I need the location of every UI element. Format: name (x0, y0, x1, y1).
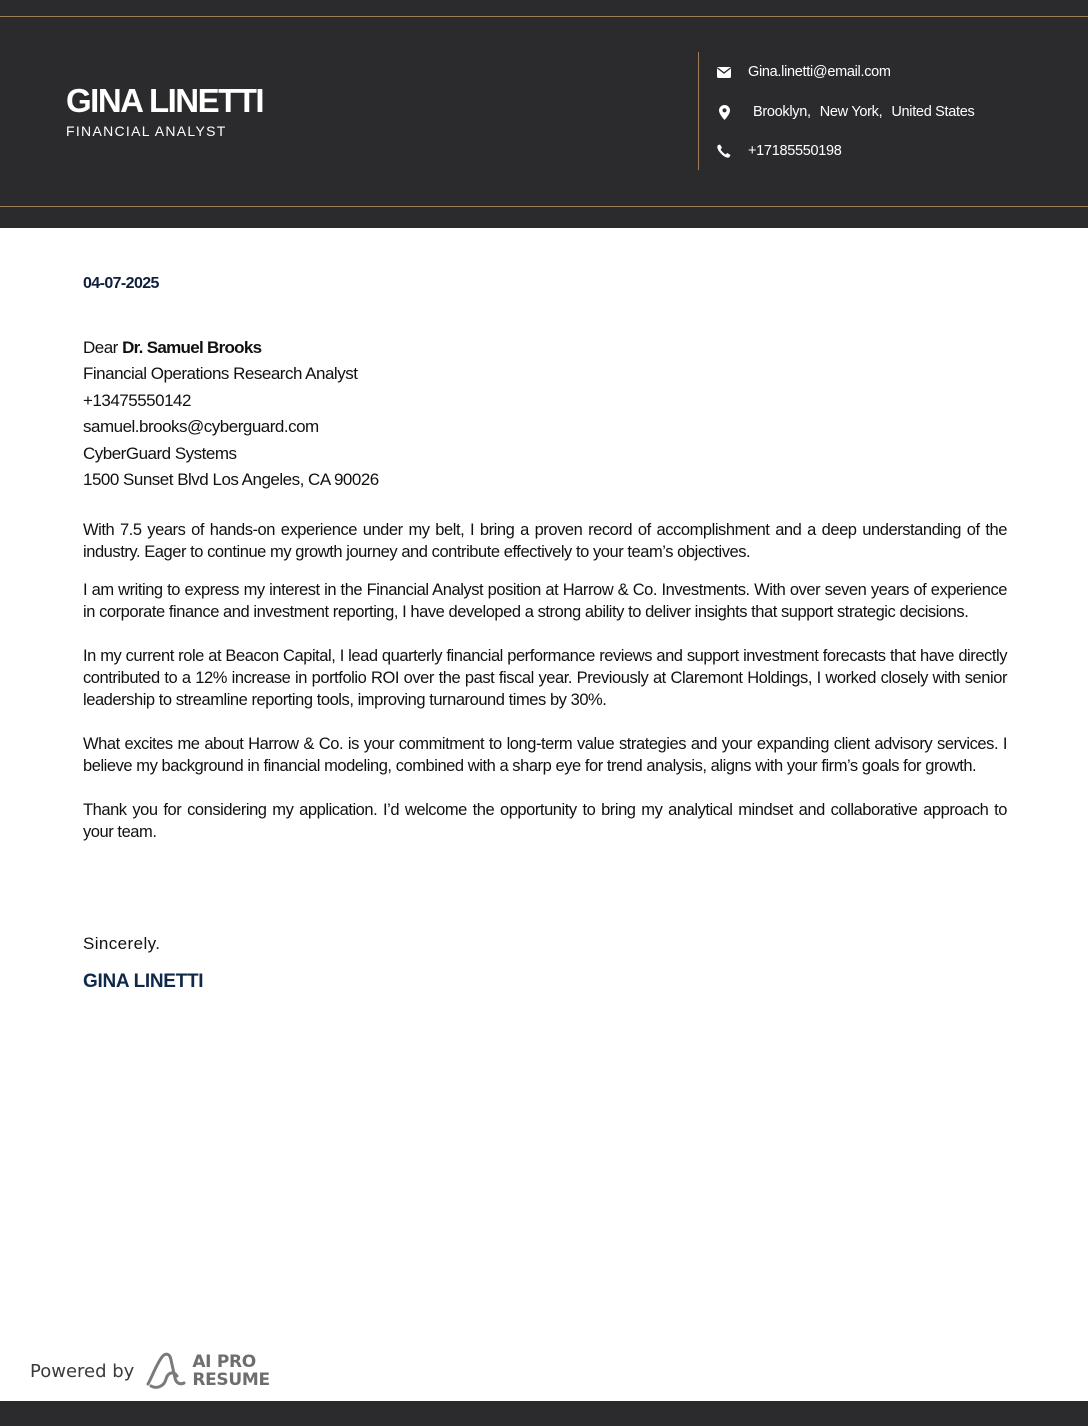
body-paragraph: With 7.5 years of hands-on experience under my belt, I bring a proven record of accomplishment and a deep understanding of the industry. Eager to continue my growth journey and contribute effectively to your team’s objectives. (83, 521, 1007, 561)
recipient-phone: +13475550142 (83, 390, 191, 410)
recipient-block (83, 335, 379, 493)
phone-icon (716, 143, 732, 159)
salutation-line (83, 335, 379, 361)
body-paragraph: I am writing to express my interest in the Financial Analyst position at Harrow & Co. Investments. With over seven years of experience in corporate finance and investment reporting, I have developed a strong ability to deliver insights that support strategic decisions. (83, 581, 1007, 621)
letter-body (83, 519, 1007, 865)
recipient-address: 1500 Sunset Blvd Los Angeles, CA 90026 (83, 470, 379, 490)
recipient-title: Financial Operations Research Analyst (83, 364, 358, 384)
letter-date: 04-07-2025 (83, 275, 159, 292)
powered-by-text: Powered by (30, 1360, 135, 1382)
body-paragraph: In my current role at Beacon Capital, I lead quarterly financial performance reviews and support investment forecasts that have directly contributed to a 12% increase in portfolio ROI over the past fiscal year. Previously at Claremont Holdings, I worked closely with senior leadership to streamline reporting tools, improving turnaround times by 30%. (83, 647, 1007, 709)
body-paragraph: Thank you for considering my application. I’d welcome the opportunity to bring my analytical mindset and collaborative approach to your team. (83, 801, 1007, 841)
recipient-company: CyberGuard Systems (83, 443, 237, 463)
contact-divider (698, 52, 699, 170)
signature: GINA LINETTI (83, 971, 204, 992)
contact-phone[interactable] (716, 141, 842, 161)
location-city: Brooklyn, (753, 104, 811, 120)
contact-location (716, 102, 975, 122)
location-country: United States (891, 104, 975, 120)
recipient-name: Dr. Samuel Brooks (122, 338, 262, 357)
location-state: New York, (819, 104, 883, 120)
contact-email[interactable] (716, 62, 891, 82)
brand-line-2: RESUME (192, 1370, 270, 1390)
applicant-title: FINANCIAL ANALYST (66, 123, 227, 139)
recipient-email: samuel.brooks@cyberguard.com (83, 417, 319, 437)
body-paragraph: What excites me about Harrow & Co. is your commitment to long-term value strategies and your expanding client advisory services. I believe my background in financial modeling, combined with a sharp eye for trend analysis, aligns with your firm’s goals for growth. (83, 735, 1007, 775)
contact-phone-text[interactable]: +17185550198 (748, 143, 842, 159)
envelope-icon (716, 64, 732, 80)
header-top-rule (0, 16, 1088, 17)
brand-line-1: AI PRO (192, 1352, 256, 1372)
salutation: Dear (83, 338, 118, 357)
map-pin-icon (716, 104, 732, 120)
closing: Sincerely. (83, 934, 161, 953)
header-banner (0, 0, 1088, 228)
footer-bar (0, 1401, 1088, 1426)
ai-pro-resume-logo-icon (144, 1351, 190, 1391)
header-bottom-rule (0, 206, 1088, 207)
applicant-name: GINA LINETTI (66, 82, 264, 119)
brand-name (192, 1353, 269, 1389)
contact-email-text[interactable]: Gina.linetti@email.com (748, 64, 891, 80)
powered-by-badge[interactable] (30, 1350, 270, 1392)
